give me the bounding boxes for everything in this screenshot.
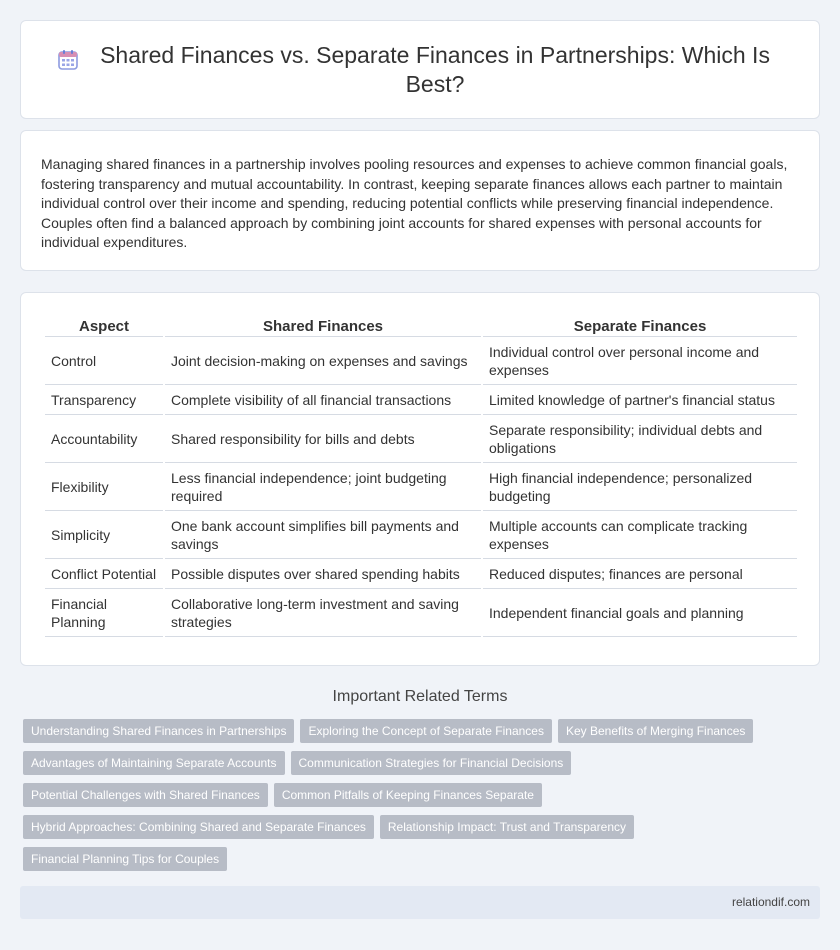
separate-cell: Reduced disputes; finances are personal	[483, 559, 797, 589]
comparison-table	[43, 313, 799, 637]
table-header-row	[45, 313, 797, 337]
related-term-tag[interactable]: Communication Strategies for Financial Decisions	[291, 751, 572, 775]
intro-paragraph: Managing shared finances in a partnership involves pooling resources and expenses to achieve common financial goals, fostering transparency and mutual accountability. In contrast, keeping separate finances allows each partner to maintain individual control over their income and spending, reducing potential conflicts while preserving financial independence. Couples often find a balanced approach by combining joint accounts for shared expenses with personal accounts for individual expenditures.	[41, 156, 788, 250]
related-term-tag[interactable]: Understanding Shared Finances in Partnerships	[23, 719, 294, 743]
shared-cell: Shared responsibility for bills and debts	[165, 415, 481, 463]
table-row	[45, 385, 797, 415]
aspect-cell: Accountability	[45, 415, 163, 463]
shared-cell: Joint decision-making on expenses and savings	[165, 337, 481, 385]
intro-card	[20, 130, 820, 271]
related-terms-list	[23, 719, 783, 871]
separate-cell: Independent financial goals and planning	[483, 589, 797, 637]
table-row	[45, 511, 797, 559]
header	[21, 21, 819, 118]
related-term-tag[interactable]: Financial Planning Tips for Couples	[23, 847, 227, 871]
comparison-table-card	[20, 292, 820, 666]
related-term-tag[interactable]: Relationship Impact: Trust and Transparency	[380, 815, 634, 839]
table-row	[45, 463, 797, 511]
related-term-tag[interactable]: Key Benefits of Merging Finances	[558, 719, 753, 743]
column-header-aspect: Aspect	[45, 313, 163, 337]
page-title: Shared Finances vs. Separate Finances in Partnerships: Which Is Best?	[100, 41, 770, 97]
related-term-tag[interactable]: Hybrid Approaches: Combining Shared and Separate Finances	[23, 815, 374, 839]
table-row	[45, 589, 797, 637]
footer	[20, 886, 820, 919]
aspect-cell: Simplicity	[45, 511, 163, 559]
header-card	[20, 20, 820, 119]
shared-cell: Complete visibility of all financial transactions	[165, 385, 481, 415]
aspect-cell: Financial Planning	[45, 589, 163, 637]
shared-cell: Collaborative long-term investment and saving strategies	[165, 589, 481, 637]
related-term-tag[interactable]: Potential Challenges with Shared Finances	[23, 783, 268, 807]
aspect-cell: Conflict Potential	[45, 559, 163, 589]
separate-cell: Separate responsibility; individual debts and obligations	[483, 415, 797, 463]
table-row	[45, 415, 797, 463]
footer-site-link[interactable]: relationdif.com	[731, 895, 810, 909]
separate-cell: Limited knowledge of partner's financial status	[483, 385, 797, 415]
related-term-tag[interactable]: Common Pitfalls of Keeping Finances Separate	[274, 783, 542, 807]
calendar-icon	[57, 49, 79, 71]
shared-cell: Less financial independence; joint budgeting required	[165, 463, 481, 511]
column-header-shared: Shared Finances	[165, 313, 481, 337]
related-terms-title: Important Related Terms	[332, 688, 508, 705]
column-header-separate: Separate Finances	[483, 313, 797, 337]
aspect-cell: Control	[45, 337, 163, 385]
aspect-cell: Flexibility	[45, 463, 163, 511]
table-row	[45, 337, 797, 385]
aspect-cell: Transparency	[45, 385, 163, 415]
related-term-tag[interactable]: Advantages of Maintaining Separate Accounts	[23, 751, 285, 775]
separate-cell: Individual control over personal income and expenses	[483, 337, 797, 385]
table-row	[45, 559, 797, 589]
separate-cell: High financial independence; personalized budgeting	[483, 463, 797, 511]
related-term-tag[interactable]: Exploring the Concept of Separate Finances	[300, 719, 551, 743]
separate-cell: Multiple accounts can complicate tracking expenses	[483, 511, 797, 559]
shared-cell: Possible disputes over shared spending habits	[165, 559, 481, 589]
shared-cell: One bank account simplifies bill payments and savings	[165, 511, 481, 559]
